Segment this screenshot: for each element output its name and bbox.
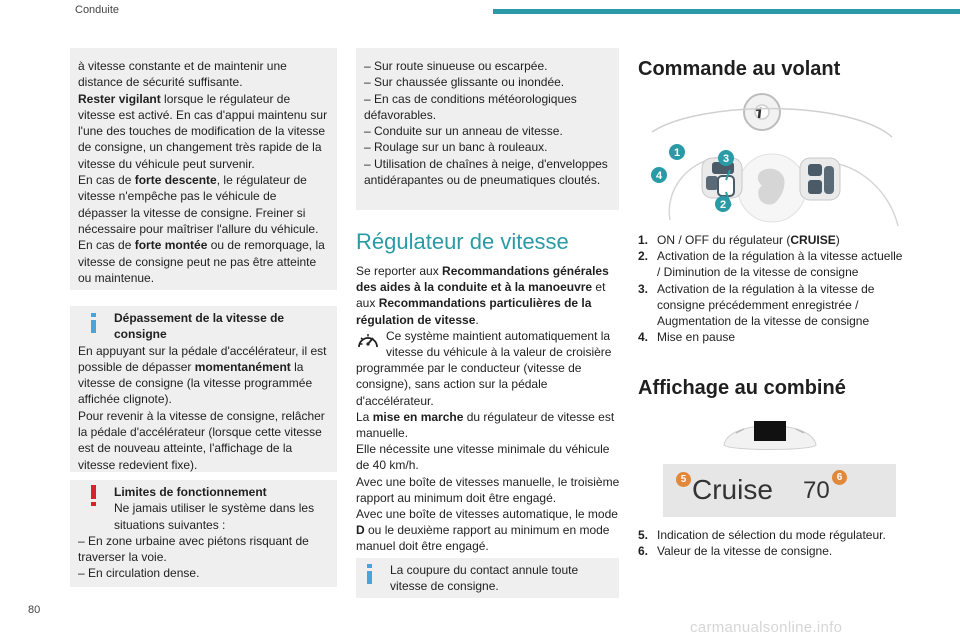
- set-speed-value: 70: [803, 477, 830, 504]
- list-item: – En circulation dense.: [78, 566, 200, 581]
- instrument-cluster-thumbnail: [720, 405, 820, 455]
- paragraph: Se reporter aux Recommandations générales des aides à la conduite et à la manoeuvre et aux Recommandations particulières de la régulation de vitesse.: [356, 264, 609, 327]
- paragraph: Ne jamais utiliser le système dans les situations suivantes :: [114, 501, 315, 532]
- paragraph: Pour revenir à la vitesse de consigne, relâcher la pédale d'accélérateur (lorsque cette vitesse est de nouveau atteinte, l'affichage de la vitesse redevient fixe).: [78, 408, 325, 472]
- list-item: – En zone urbaine avec piétons risquant de traverser la voie.: [78, 533, 309, 565]
- list-item: 3. Activation de la régulation à la vitesse de consigne précédemment enregistrée / Augmentation de la vitesse de consigne: [638, 281, 875, 329]
- paragraph: En appuyant sur la pédale d'accélérateur, il est possible de dépasser momentanément la vitesse de consigne (la vitesse programmée affichée clignote).: [78, 343, 327, 407]
- lion-logo-icon: [738, 154, 806, 222]
- paragraph: à vitesse constante et de maintenir une distance de sécurité suffisante.: [78, 59, 287, 90]
- speedometer-icon: [356, 330, 380, 352]
- list-item: 4. Mise en pause: [638, 330, 736, 345]
- section-heading-steering: Commande au volant: [638, 58, 841, 80]
- list-item: 2. Activation de la régulation à la vitesse actuelle / Diminution de la vitesse de consigne: [638, 249, 903, 280]
- paragraph: Rester vigilant lorsque le régulateur de vitesse est activé. En cas d'appui maintenu sur l'une des touches de modification de la vitesse de consigne, un changement très rapide de la vitesse du véhicule peut survenir.: [78, 91, 328, 171]
- callout-5: 5: [676, 472, 691, 487]
- paragraph: Ce système maintient automatiquement la vitesse du véhicule à la valeur de croisière programmée par le conducteur (vitesse de consigne), sans action sur la pédale d'accélérateur.: [356, 328, 612, 408]
- callout-2: [715, 196, 731, 212]
- info-box-overtake: [70, 306, 337, 472]
- list-item: 6. Valeur de la vitesse de consigne.: [638, 544, 833, 559]
- cruise-control-text: [356, 263, 621, 555]
- page-number: 80: [28, 604, 41, 616]
- paragraph: En cas de forte montée ou de remorquage, la vitesse de consigne peut ne pas être atteinte ou maintenue.: [78, 238, 325, 285]
- callout-4: [651, 167, 667, 183]
- wheel-thumbnail: [744, 94, 780, 130]
- steering-wheel-illustration: [640, 92, 902, 228]
- list-item: – Roulage sur un banc à rouleaux.: [364, 140, 548, 155]
- svg-text:2: 2: [719, 199, 727, 211]
- warning-box-limits: [70, 480, 337, 587]
- limits-continuation-box: [356, 48, 619, 210]
- paragraph: La coupure du contact annule toute vitesse de consigne.: [390, 563, 579, 594]
- section-heading: Régulateur de vitesse: [356, 229, 569, 254]
- paragraph: En cas de forte descente, le régulateur de vitesse n'empêche pas le véhicule de dépasser la vitesse de consigne. Freiner si nécessaire pour maîtriser l'allure du véhicule.: [78, 173, 319, 236]
- paragraph: Avec une boîte de vitesses automatique, le mode D ou le deuxième rapport au minimum en mode manuel doit être engagé.: [356, 507, 618, 554]
- list-item: – Conduite sur un anneau de vitesse.: [364, 124, 563, 139]
- svg-text:4: 4: [655, 170, 663, 182]
- display-legend-list: [638, 527, 903, 559]
- list-item: 5. Indication de sélection du mode régulateur.: [638, 528, 886, 542]
- svg-text:1: 1: [673, 147, 681, 159]
- list-item: – En cas de conditions météorologiques défavorables.: [364, 91, 577, 122]
- note-title: Dépassement de la vitesse de consigne: [114, 311, 285, 342]
- paragraph: La mise en marche du régulateur de vitesse est manuelle.: [356, 409, 615, 441]
- section-title: Conduite: [75, 4, 120, 16]
- list-item: – Sur route sinueuse ou escarpée.: [364, 59, 548, 73]
- list-item: – Sur chaussée glissante ou inondée.: [364, 75, 565, 90]
- paragraph: Elle nécessite une vitesse minimale du véhicule de 40 km/h.: [356, 442, 610, 473]
- watermark: carmanualsonline.info: [690, 619, 843, 636]
- callout-3: [718, 150, 734, 166]
- section-heading-display: Affichage au combiné: [638, 377, 846, 399]
- note-title: Limites de fonctionnement: [114, 485, 267, 499]
- buttons-right: [800, 158, 840, 200]
- cruise-mode-label: Cruise: [692, 474, 773, 505]
- header-accent-bar: [493, 9, 960, 14]
- paragraph: Avec une boîte de vitesses manuelle, le troisième rapport au minimum doit être engagé.: [356, 474, 620, 505]
- list-item: – Utilisation de chaînes à neige, d'enveloppes antidérapantes ou de pneumatiques cloutés.: [364, 156, 608, 188]
- list-item: 1. ON / OFF du régulateur (CRUISE): [638, 233, 840, 247]
- callout-6: 6: [832, 470, 847, 485]
- info-box-ignition: [356, 558, 619, 598]
- info-icon: [367, 571, 372, 584]
- steering-controls-list: [638, 232, 903, 345]
- svg-text:3: 3: [722, 153, 730, 165]
- cruise-display-panel: [663, 464, 896, 517]
- callout-1: [669, 144, 685, 160]
- warning-continuation-box: [70, 48, 337, 290]
